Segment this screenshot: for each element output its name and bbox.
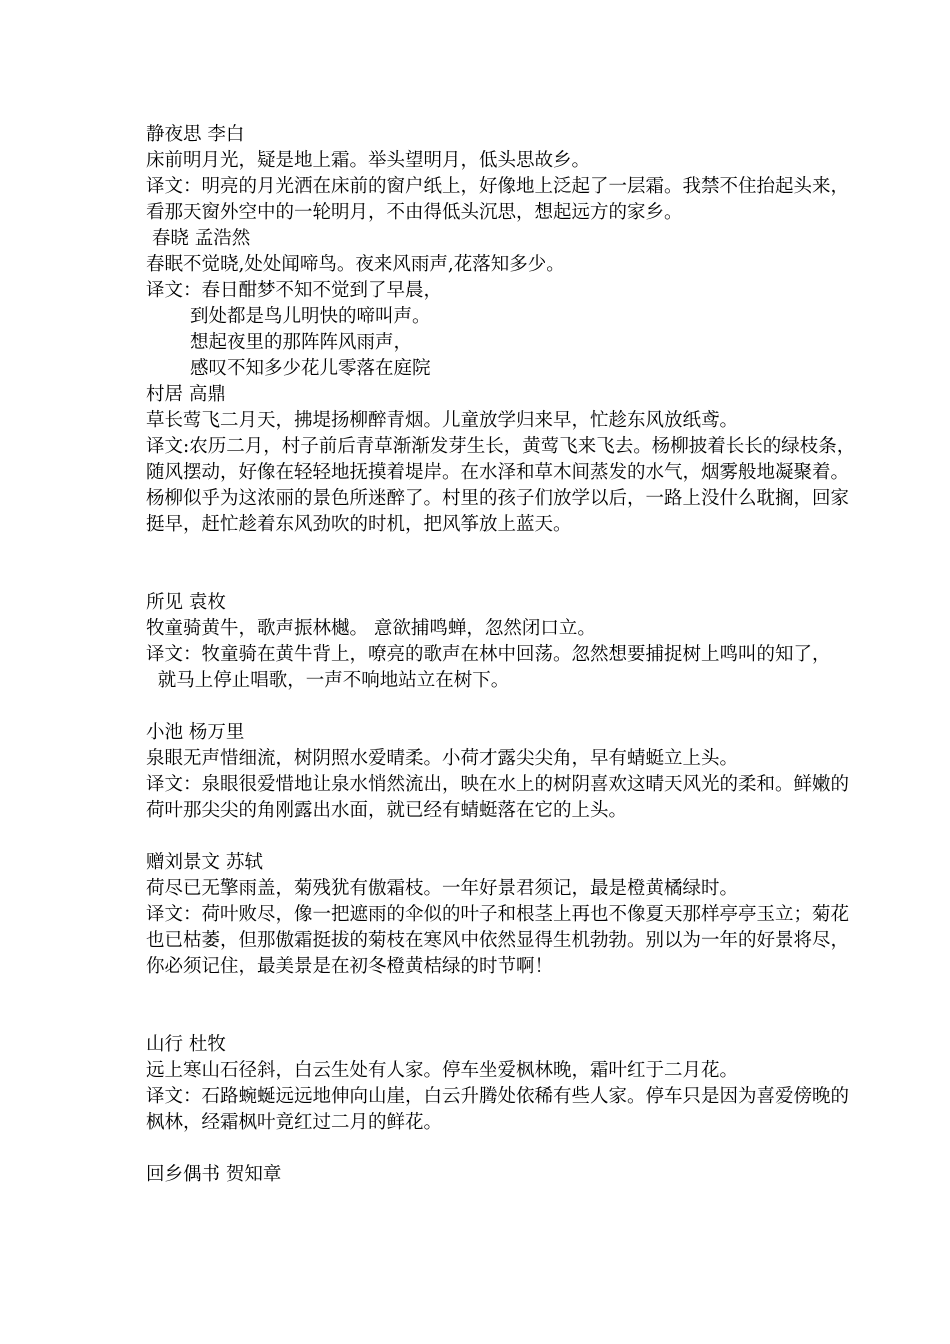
poem-translation: 译文:农历二月，村子前后青草渐渐发芽生长，黄莺飞来飞去。杨柳披着长长的绿枝条，随风摆动，好像在轻轻地抚摸着堤岸。在水泽和草木间蒸发的水气，烟雾般地凝聚着。杨柳似乎为这浓丽的景色所迷醉了。村里的孩子们放学以后，一路上没什么耽搁，回家挺早，赶忙趁着东风劲吹的时机，把风筝放上蓝天。 xyxy=(146,436,856,535)
poem-title: 回乡偶书 贺知章 xyxy=(146,1164,282,1185)
poem-text: 春眠不觉晓,处处闻啼鸟。夜来风雨声,花落知多少。 xyxy=(146,254,565,275)
poem-title: 所见 袁枚 xyxy=(146,592,226,613)
spacer xyxy=(146,1136,858,1162)
poem-translation: 译文：荷叶败尽，像一把遮雨的伞似的叶子和根茎上再也不像夏天那样亭亭玉立；菊花也已枯萎，但那傲霜挺拔的菊枝在寒风中依然显得生机勃勃。别以为一年的好景将尽，你必须记住，最美景是在初冬橙黄桔绿的时节啊！ xyxy=(146,904,850,977)
poem-translation: 译文：牧童骑在黄牛背上，嘹亮的歌声在林中回荡。忽然想要捕捉树上鸣叫的知了， xyxy=(146,644,831,665)
poem-translation: 译文：泉眼很爱惜地让泉水悄然流出，映在水上的树阴喜欢这晴天风光的柔和。鲜嫩的荷叶那尖尖的角刚露出水面，就已经有蜻蜓落在它的上头。 xyxy=(146,774,850,821)
poem-translation-line: 感叹不知多少花儿零落在庭院 xyxy=(190,358,431,379)
poem-text: 草长莺飞二月天，拂堤扬柳醉青烟。儿童放学归来早，忙趁东风放纸鸢。 xyxy=(146,410,739,431)
poem-translation: 译文：石路蜿蜒远远地伸向山崖，白云升腾处依稀有些人家。停车只是因为喜爱傍晚的枫林，经霜枫叶竟红过二月的鲜花。 xyxy=(146,1086,850,1133)
poem-translation: 译文：明亮的月光洒在床前的窗户纸上，好像地上泛起了一层霜。我禁不住抬起头来，看那天窗外空中的一轮明月，不由得低头沉思，想起远方的家乡。 xyxy=(146,176,850,223)
spacer xyxy=(146,824,858,850)
poem-title: 春晓 孟浩然 xyxy=(146,228,251,249)
spacer xyxy=(146,980,858,1032)
poem-title: 山行 杜牧 xyxy=(146,1034,226,1055)
poem-title: 村居 高鼎 xyxy=(146,384,226,405)
poem-text: 荷尽已无擎雨盖，菊残犹有傲霜枝。一年好景君须记，最是橙黄橘绿时。 xyxy=(146,878,739,899)
poem-translation-line: 想起夜里的那阵阵风雨声， xyxy=(190,332,413,353)
spacer xyxy=(146,694,858,720)
poem-text: 牧童骑黄牛，歌声振林樾。 意欲捕鸣蝉，忽然闭口立。 xyxy=(146,618,596,639)
poem-text: 远上寒山石径斜，白云生处有人家。停车坐爱枫林晚，霜叶红于二月花。 xyxy=(146,1060,739,1081)
poem-title: 小池 杨万里 xyxy=(146,722,245,743)
poem-text: 床前明月光，疑是地上霜。举头望明月，低头思故乡。 xyxy=(146,150,591,171)
poem-translation-cont: 就马上停止唱歌，一声不响地站立在树下。 xyxy=(146,670,510,691)
poem-title: 赠刘景文 苏轼 xyxy=(146,852,263,873)
poem-text: 泉眼无声惜细流，树阴照水爱晴柔。小荷才露尖尖角，早有蜻蜓立上头。 xyxy=(146,748,739,769)
poem-translation-line: 译文：春日酣梦不知不觉到了早晨， xyxy=(146,280,443,301)
poem-title: 静夜思 李白 xyxy=(146,124,245,145)
poem-translation-line: 到处都是鸟儿明快的啼叫声。 xyxy=(190,306,431,327)
spacer xyxy=(146,538,858,590)
document-page xyxy=(146,122,858,1188)
